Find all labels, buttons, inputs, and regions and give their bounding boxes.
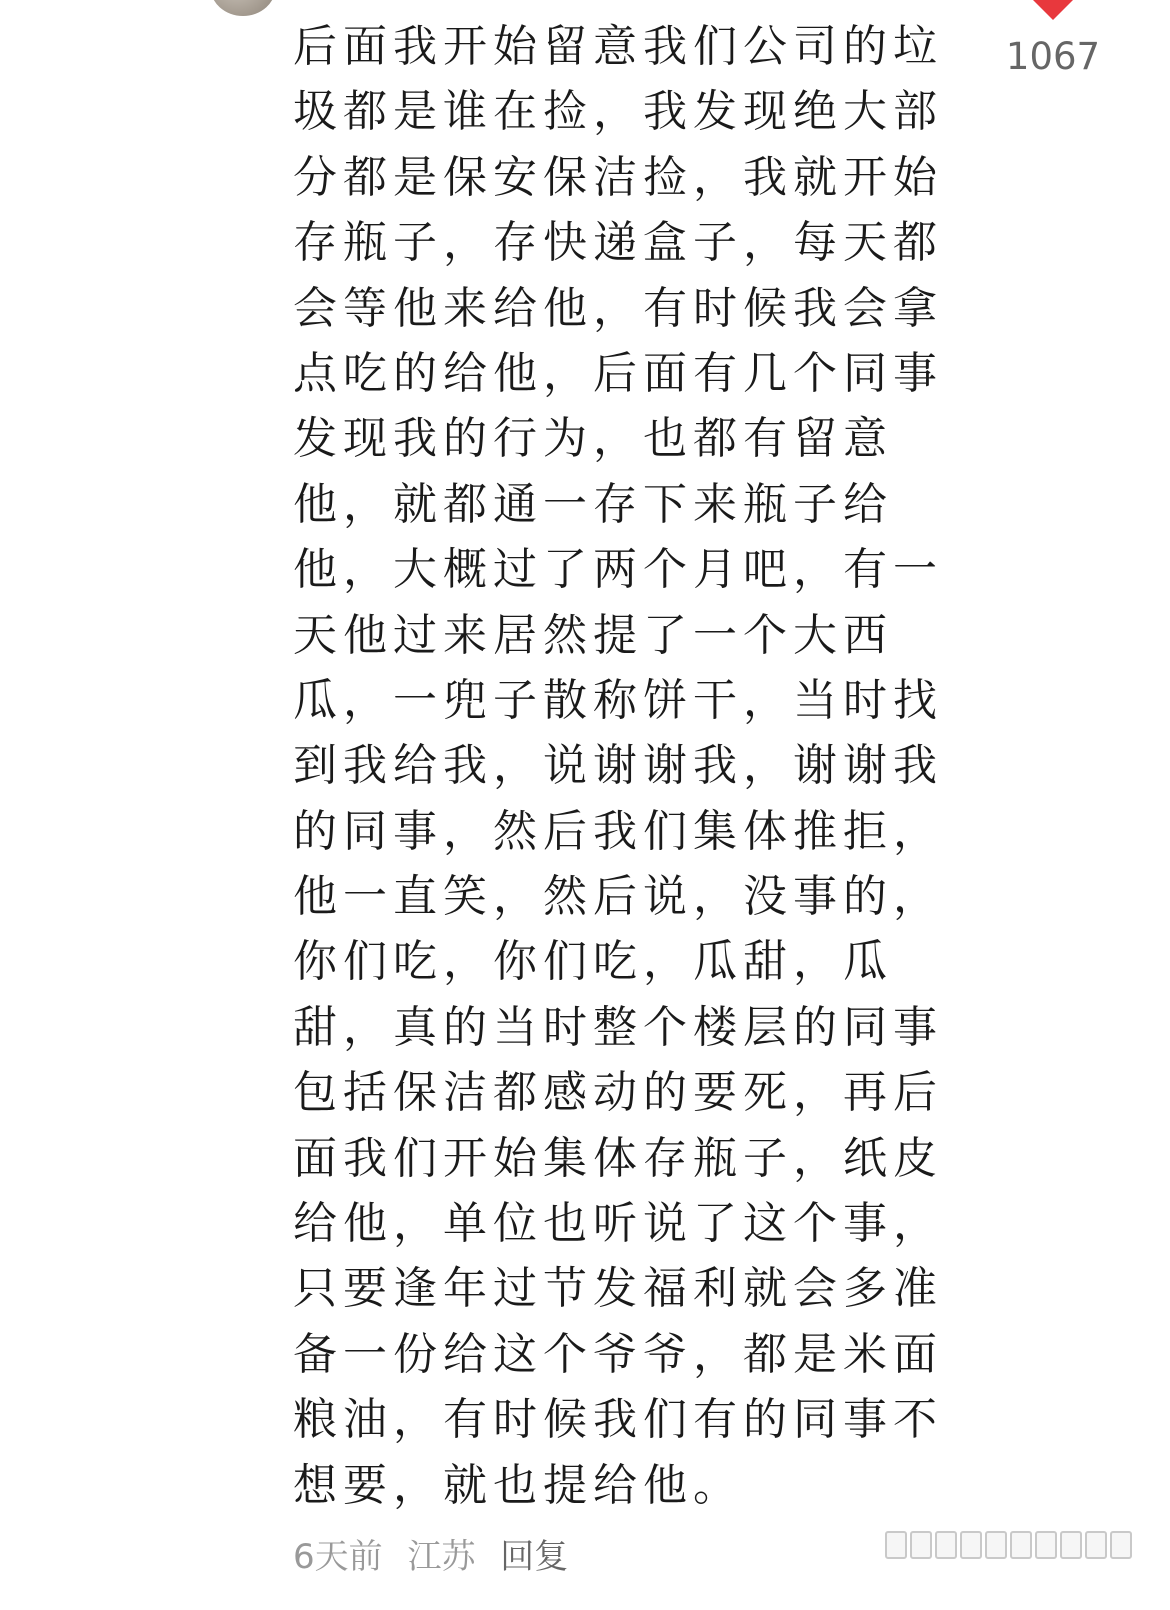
watermark-glyph [985,1531,1007,1559]
comment-line: 给他，单位也听说了这个事， [293,1198,943,1250]
watermark-glyph [1035,1531,1057,1559]
comment-line: 只要逢年过节发福利就会多准 [293,1263,943,1315]
comment-line: 甜，真的当时整个楼层的同事 [293,1001,943,1053]
comment-line: 到我给我，说谢谢我，谢谢我 [293,740,943,792]
comment-line: 瓜，一兜子散称饼干，当时找 [293,674,943,726]
like-button[interactable] [1005,0,1101,90]
comment-line: 粮油，有时候我们有的同事不 [293,1394,943,1446]
watermark-glyph [910,1531,932,1559]
comment-line: 包括保洁都感动的要死，再后 [293,1067,943,1119]
comment-meta [293,1537,569,1577]
heart-icon[interactable] [1023,0,1083,22]
comment-line: 面我们开始集体存瓶子，纸皮 [293,1132,943,1184]
reply-button[interactable]: 回复 [500,1537,569,1577]
watermark-glyph [935,1531,957,1559]
watermark-glyph [1110,1531,1132,1559]
comment-line: 他，大概过了两个月吧，有一 [293,544,943,596]
watermark [885,1528,1140,1562]
comment-line: 的同事，然后我们集体推拒， [293,805,943,857]
watermark-glyph [1010,1531,1032,1559]
watermark-glyph [885,1531,907,1559]
avatar[interactable] [210,0,276,16]
watermark-glyph [960,1531,982,1559]
comment-line: 发现我的行为，也都有留意 [293,413,893,465]
comment-line: 你们吃，你们吃，瓜甜，瓜 [293,936,893,988]
comment-line: 分都是保安保洁捡，我就开始 [293,151,943,203]
like-count: 1067 [1005,35,1101,78]
comment-line: 存瓶子，存快递盒子，每天都 [293,217,943,269]
comment-line: 圾都是谁在捡，我发现绝大部 [293,86,943,138]
watermark-glyph [1085,1531,1107,1559]
comment-time: 6天前 [293,1537,383,1577]
comment-line: 后面我开始留意我们公司的垃 [293,21,943,72]
comment-location: 江苏 [407,1537,476,1577]
comment-line: 他一直笑，然后说，没事的， [293,871,943,923]
comment-line: 点吃的给他，后面有几个同事 [293,347,943,399]
watermark-glyph [1060,1531,1082,1559]
comment-line: 会等他来给他，有时候我会拿 [293,282,943,334]
comment-line: 备一份给这个爷爷，都是米面 [293,1328,943,1380]
comment-line: 天他过来居然提了一个大西 [293,609,893,661]
comment-line: 他，就都通一存下来瓶子给 [293,478,893,530]
comment-line: 想要，就也提给他。 [293,1459,743,1511]
comment-text [293,14,968,1518]
